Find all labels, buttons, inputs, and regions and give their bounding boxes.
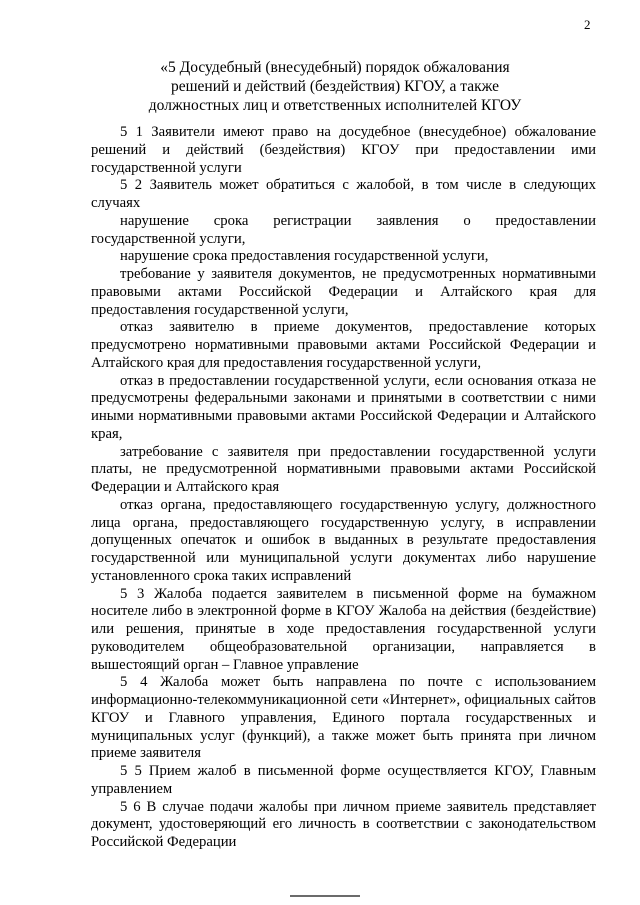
paragraph-5-5: 5 5 Прием жалоб в письменной форме осуществляется КГОУ, Главным управлением xyxy=(91,763,596,797)
heading-line: решений и действий (бездействия) КГОУ, а также xyxy=(170,78,500,95)
paragraph-5-4: 5 4 Жалоба может быть направлена по почте с использованием информационно-телекоммуникационной сети «Интернет», официальных сайтов КГОУ и Главного управления, Единого портала государственных и муниципальных услуг (функций), а также может быть принята при личном приеме заявителя xyxy=(91,674,596,762)
paragraph-5-1: 5 1 Заявители имеют право на досудебное (внесудебное) обжалование решений и действий (бездействия) КГОУ при предоставлении ими государственной услуги xyxy=(91,124,596,176)
page-number: 2 xyxy=(584,17,591,32)
list-item: требование у заявителя документов, не предусмотренных нормативными правовыми актами Российской Федерации и Алтайского края для предоставления государственной услуги, xyxy=(91,266,596,318)
scan-artifact-line xyxy=(290,895,360,897)
document-body xyxy=(91,124,596,852)
paragraph-5-2: 5 2 Заявитель может обратиться с жалобой, в том числе в следующих случаях xyxy=(91,177,596,211)
paragraph-5-6: 5 6 В случае подачи жалобы при личном приеме заявитель представляет документ, удостоверяющий его личность в соответствии с законодательством Российской Федерации xyxy=(91,798,596,850)
section-heading xyxy=(140,58,530,115)
list-item: отказ органа, предоставляющего государственную услугу, должностного лица органа, предоставляющего государственную услугу, в исправлении допущенных опечаток и ошибок в выданных в результате предоставления государственной или муниципальной услуги документах либо нарушение установленного срока таких исправлений xyxy=(91,496,596,584)
list-item: затребование с заявителя при предоставлении государственной услуги платы, не предусмотренной нормативными правовыми актами Российской Федерации и Алтайского края xyxy=(91,443,596,495)
paragraph-5-3: 5 3 Жалоба подается заявителем в письменной форме на бумажном носителе либо в электронной форме в КГОУ Жалоба на действия (бездействие) или решения, принятые в ходе предоставления государственной услуги руководителем общеобразовательной организации, направляется в вышестоящий орган – Главное управление xyxy=(91,585,596,673)
heading-line: «5 Досудебный (внесудебный) порядок обжалования xyxy=(160,59,510,76)
list-item: отказ в предоставлении государственной услуги, если основания отказа не предусмотрены федеральными законами и принятыми в соответствии с ними иными нормативными правовыми актами Российской Федерации и Алтайского края, xyxy=(91,372,596,442)
heading-line: должностных лиц и ответственных исполнителей КГОУ xyxy=(148,97,522,114)
list-item: нарушение срока регистрации заявления о предоставлении государственной услуги, xyxy=(91,212,596,247)
list-item: нарушение срока предоставления государственной услуги, xyxy=(120,248,489,265)
list-item: отказ заявителю в приеме документов, предоставление которых предусмотрено нормативными правовыми актами Российской Федерации и Алтайского края для предоставления государственной услуги, xyxy=(91,319,596,371)
